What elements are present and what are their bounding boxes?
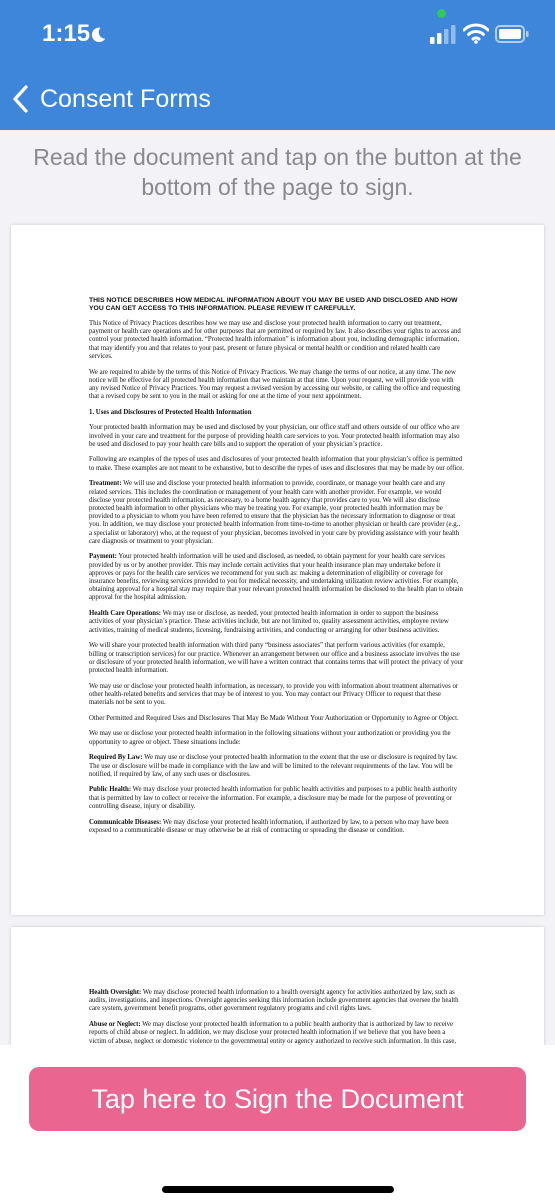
paragraph-text: Your protected health information will be used and disclosed, as needed, to obtain payment for your health care services provided by us or by another provider. This may include certain activities that your health insurance plan may undertake before it approves or pays for the health care services we recommend for you such as: making a determination of eligibility or coverage for insurance benefits, reviewing services provided to you for medical necessity, and undertaking utilization review activities. For example, obtaining approval for a hospital stay may require that your relevant protected health information be disclosed to the health plan to obtain approval for the hospital admission. <box>89 553 463 602</box>
battery-icon <box>495 25 529 43</box>
document-paragraph-health-care-operations <box>89 610 464 635</box>
paragraph-text: We may disclose your protected health information for public health activities and purposes to a public health authority that is permitted by law to collect or receive the information. For example, a disclosure may be made for the purpose of preventing or controlling disease, injury or disability. <box>89 786 457 810</box>
status-bar <box>0 0 555 70</box>
paragraph-text: We may use or disclose your protected health information to the extent that the use or disclosure is required by law. The use or disclosure will be made in compliance with the law and will be limited to the relevant requirements of the law. You will be notified, if required by law, of any such uses or disclosures. <box>89 754 458 778</box>
paragraph-label: Payment: <box>89 553 117 561</box>
document-paragraph: We may use or disclose your protected health information in the following situations without your authorization or providing you the opportunity to agree or object. These situations include: <box>89 730 451 746</box>
sign-footer <box>0 1045 555 1200</box>
instructions-text: Read the document and tap on the button at the bottom of the page to sign. <box>33 144 522 200</box>
document-paragraph-communicable-diseases <box>89 819 464 835</box>
document-paragraph: Your protected health information may be used and disclosed by your physician, our office staff and others outside of our office who are involved in your care and treatment for the purpose of providing health care services to you. Your protected health information may also be used and disclosed to pay your health care bills and to support the operation of your physician’s practice. <box>89 424 460 448</box>
status-time: 1:15 <box>42 20 91 47</box>
sign-document-button[interactable]: Tap here to Sign the Document <box>29 1067 526 1131</box>
app-header <box>0 0 555 130</box>
document-section-heading: 1. Uses and Disclosures of Protected Health Information <box>89 408 252 416</box>
document-page-2 <box>11 927 544 1045</box>
document-paragraph: This Notice of Privacy Practices describes how we may use and disclose your protected health information to carry out treatment, payment or health care operations and for other purposes that are permitted or required by law. It also describes your rights to access and control your protected health information. “Protected health information” is information about you, including demographic information, that may identify you and that relates to your past, present or future physical or mental health or condition and related health care services. <box>89 320 461 360</box>
navigation-bar <box>0 75 555 125</box>
document-paragraph: Other Permitted and Required Uses and Disclosures That May Be Made Without Your Authorization or Opportunity to Agree or Object. <box>89 714 459 722</box>
paragraph-text: We will use and disclose your protected health information to provide, coordinate, or manage your health care and any related services. This includes the coordination or management of your health care with another provider. For example, we would disclose your protected health information, as necessary, to a home health agency that provides care to you. We will also disclose protected health information to other physicians who may be treating you. For example, your protected health information may be provided to a physician to whom you have been referred to ensure that the physician has the necessary information to diagnose or treat you. In addition, we may disclose your protected health information from time-to-time to another physician or health care provider (e.g., a specialist or laboratory) who, at the request of your physician, becomes involved in your care by providing assistance with your health care diagnosis or treatment to your physician. <box>89 480 461 545</box>
wifi-icon <box>463 22 489 44</box>
paragraph-text: We may disclose protected health information to a health oversight agency for activities authorized by law, such as audits, investigations, and inspections. Oversight agencies seeking this information include government agencies that oversee the health care system, government benefit programs, other government regulatory programs and civil rights laws. <box>89 989 459 1013</box>
paragraph-text: We may disclose your protected health information to a public health authority that is authorized by law to receive reports of child abuse or neglect. In addition, we may disclose your protected health information if we believe that you have been a victim of abuse, neglect or domestic violence to the governmental entity or agency authorized to receive such information. In this case, <box>89 1021 457 1045</box>
document-paragraph-public-health <box>89 786 464 811</box>
paragraph-label: Public Health: <box>89 786 132 794</box>
paragraph-label: Health Care Operations: <box>89 610 161 618</box>
back-button-label: Consent Forms <box>40 84 211 113</box>
paragraph-text: We may use or disclose, as needed, your protected health information in order to support the business activities of your physician’s practice. These activities include, but are not limited to, quality assessment activities, employee review activities, training of medical students, licensing, fundraising activities, and conducting or arranging for other business activities. <box>89 610 449 634</box>
paragraph-label: Abuse or Neglect: <box>89 1021 141 1029</box>
paragraph-label: Communicable Diseases: <box>89 818 162 826</box>
back-button[interactable] <box>10 75 211 123</box>
moon-icon <box>89 26 107 44</box>
camera-in-use-indicator <box>437 9 446 18</box>
paragraph-label: Health Oversight: <box>89 989 142 996</box>
document-paragraph-required-by-law <box>89 754 464 779</box>
document-paragraph: Following are examples of the types of uses and disclosures of your protected health information that your physician’s office is permitted to make. These examples are not meant to be exhaustive, but to describe the types of uses and disclosures that may be made by our office. <box>89 456 464 472</box>
document-paragraph-treatment <box>89 480 464 546</box>
chevron-left-icon <box>10 84 30 114</box>
document-page-1 <box>11 225 544 915</box>
document-paragraph-payment <box>89 553 464 602</box>
document-title: THIS NOTICE DESCRIBES HOW MEDICAL INFORMATION ABOUT YOU MAY BE USED AND DISCLOSED AND HOW YOU CAN GET ACCESS TO THIS INFORMATION. PLEASE REVIEW IT CAREFULLY. <box>89 297 458 312</box>
document-paragraph-health-oversight <box>89 989 464 1014</box>
cellular-signal-icon <box>430 24 456 44</box>
document-paragraph: We are required to abide by the terms of this Notice of Privacy Practices. We may change the terms of our notice, at any time. The new notice will be effective for all protected health information that we maintain at that time. Upon your request, we will provide you with any revised Notice of Privacy Practices. You may request a revised version by accessing our website, or calling the office and requesting that a revised copy be sent to you in the mail or asking for one at the time of your next appointment. <box>89 368 461 401</box>
document-paragraph-abuse-or-neglect <box>89 1021 464 1045</box>
paragraph-label: Required By Law: <box>89 754 143 762</box>
document-paragraph: We will share your protected health information with third party “business associates” that perform various activities (for example, billing or transcription services) for our practice. Whenever an arrangement between our office and a business associate involves the use or disclosure of your protected health information, we will have a written contract that contains terms that will protect the privacy of your protected health information. <box>89 642 464 674</box>
document-viewer[interactable] <box>0 215 555 1045</box>
home-indicator[interactable] <box>162 1186 394 1193</box>
paragraph-text: We may disclose your protected health information, if authorized by law, to a person who may have been exposed to a communicable disease or may otherwise be at risk of contracting or spreading the disease or condition. <box>89 818 449 834</box>
document-paragraph: We may use or disclose your protected health information, as necessary, to provide you with information about treatment alternatives or other health-related benefits and services that may be of interest to you. You may contact our Privacy Officer to request that these materials not be sent to you. <box>89 682 459 707</box>
paragraph-label: Treatment: <box>89 480 122 488</box>
